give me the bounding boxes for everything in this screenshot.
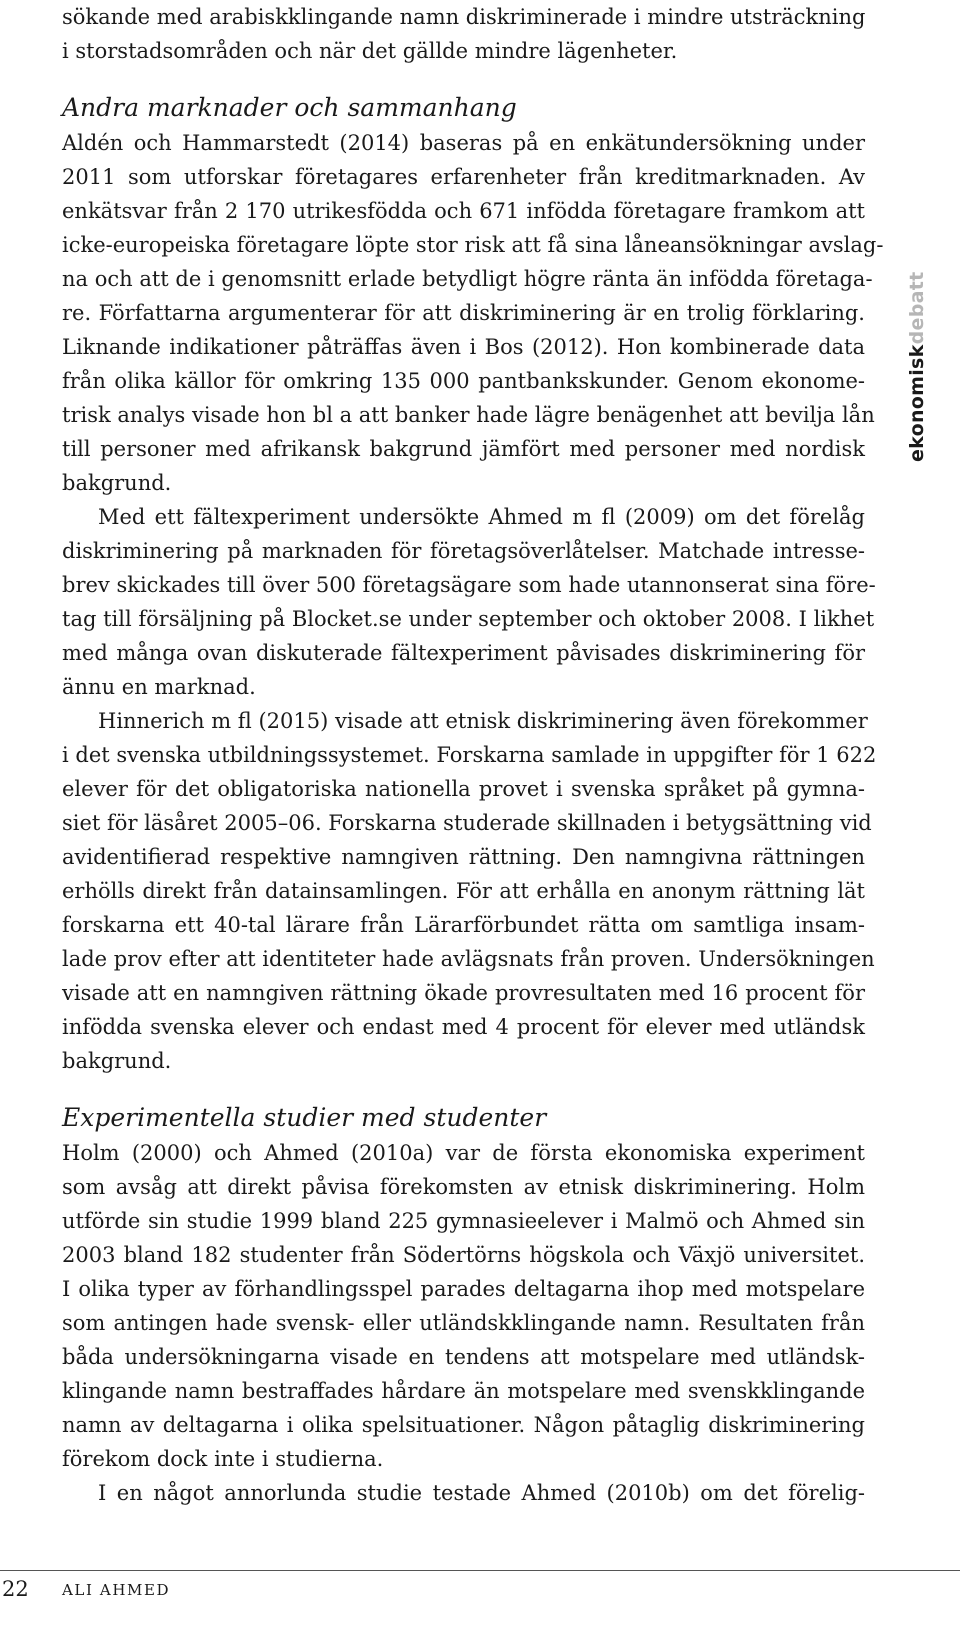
text-line: sökande med arabiskklingande namn diskriminerade i mindre utsträckning (62, 5, 866, 29)
text-line: diskriminering på marknaden för företagsöverlåtelser. Matchade intresse- (62, 539, 865, 563)
text-line: re. Författarna argumenterar för att diskriminering är en trolig förklaring. (62, 301, 865, 325)
text-line: som avsåg att direkt påvisa förekomsten av etnisk diskriminering. Holm (62, 1175, 865, 1199)
text-line: lade prov efter att identiteter hade avlägsnats från proven. Undersökningen (62, 947, 875, 971)
page-number: 22 (2, 1577, 29, 1601)
journal-side-label (903, 271, 933, 462)
text-line: visade att en namngiven rättning ökade provresultaten med 16 procent för (62, 981, 865, 1005)
text-line: enkätsvar från 2 170 utrikesfödda och 671 infödda företagare framkom att (62, 199, 865, 223)
section-heading: Andra marknader och sammanhang (62, 93, 517, 122)
text-line: brev skickades till över 500 företagsägare som hade utannonserat sina före- (62, 573, 876, 597)
text-line: 2011 som utforskar företagares erfarenheter från kreditmarknaden. Av (62, 165, 865, 189)
text-line: ännu en marknad. (62, 675, 256, 699)
paragraph (62, 1136, 865, 1476)
text-line: från olika källor för omkring 135 000 pantbankskunder. Genom ekonome- (62, 369, 865, 393)
text-line: Liknande indikationer påträffas även i Bos (2012). Hon kombinerade data (62, 335, 865, 359)
text-line: i det svenska utbildningssystemet. Forskarna samlade in uppgifter för 1 622 (62, 743, 877, 767)
text-line: trisk analys visade hon bl a att banker hade lägre benägenhet att bevilja lån (62, 403, 875, 427)
text-line: klingande namn bestraffades hårdare än motspelare med svenskklingande (62, 1379, 865, 1403)
text-line: I olika typer av förhandlingsspel parades deltagarna ihop med motspelare (62, 1277, 865, 1301)
text-line: na och att de i genomsnitt erlade betydligt högre ränta än infödda företaga- (62, 267, 873, 291)
text-line: med många ovan diskuterade fältexperiment påvisades diskriminering för (62, 641, 865, 665)
paragraph (62, 704, 877, 1078)
text-line: bakgrund. (62, 471, 172, 495)
text-line: tag till försäljning på Blocket.se under september och oktober 2008. I likhet (62, 607, 875, 631)
text-line: förekom dock inte i studierna. (62, 1447, 384, 1471)
text-line: icke-europeiska företagare löpte stor risk att få sina låneansökningar avslag- (62, 233, 884, 257)
paragraph-continued (62, 0, 865, 68)
journal-name (903, 272, 931, 462)
text-line: som antingen hade svensk- eller utländskklingande namn. Resultaten från (62, 1311, 865, 1335)
paragraph (62, 126, 884, 500)
text-line: Hinnerich m fl (2015) visade att etnisk diskriminering även förekommer (98, 709, 868, 733)
text-line: utförde sin studie 1999 bland 225 gymnasieelever i Malmö och Ahmed sin (62, 1209, 865, 1233)
article-body (62, 0, 884, 1510)
text-line: infödda svenska elever och endast med 4 procent för elever med utländsk (62, 1015, 865, 1039)
text-line: namn av deltagarna i olika spelsituationer. Någon påtaglig diskriminering (62, 1413, 865, 1437)
text-line: bakgrund. (62, 1049, 172, 1073)
paragraph (62, 1476, 865, 1510)
text-line: Holm (2000) och Ahmed (2010a) var de första ekonomiska experiment (62, 1141, 865, 1165)
journal-name-light: debatt (906, 271, 928, 345)
text-line: Aldén och Hammarstedt (2014) baseras på en enkätundersökning under (62, 131, 865, 155)
text-line: till personer med afrikansk bakgrund jämfört med personer med nordisk (62, 437, 865, 461)
journal-name-bold: ekonomisk (906, 344, 928, 462)
running-author: ALI AHMED (62, 1581, 171, 1599)
footer-rule (0, 1570, 960, 1571)
text-line: erhölls direkt från datainsamlingen. För att erhålla en anonym rättning lät (62, 879, 865, 903)
text-line: 2003 bland 182 studenter från Södertörns högskola och Växjö universitet. (62, 1243, 865, 1267)
paragraph (62, 500, 876, 704)
section-heading: Experimentella studier med studenter (62, 1103, 547, 1132)
text-line: elever för det obligatoriska nationella provet i svenska språket på gymna- (62, 777, 865, 801)
text-line: Med ett fältexperiment undersökte Ahmed m fl (2009) om det förelåg (98, 505, 865, 529)
text-line: I en något annorlunda studie testade Ahmed (2010b) om det förelig- (98, 1481, 865, 1505)
text-line: båda undersökningarna visade en tendens att motspelare med utländsk- (62, 1345, 865, 1369)
text-line: i storstadsområden och när det gällde mindre lägenheter. (62, 39, 678, 63)
text-line: forskarna ett 40-tal lärare från Lärarförbundet rätta om samtliga insam- (62, 913, 865, 937)
text-line: avidentifierad respektive namngiven rättning. Den namngivna rättningen (62, 845, 865, 869)
text-line: siet för läsåret 2005–06. Forskarna studerade skillnaden i betygsättning vid (62, 811, 872, 835)
